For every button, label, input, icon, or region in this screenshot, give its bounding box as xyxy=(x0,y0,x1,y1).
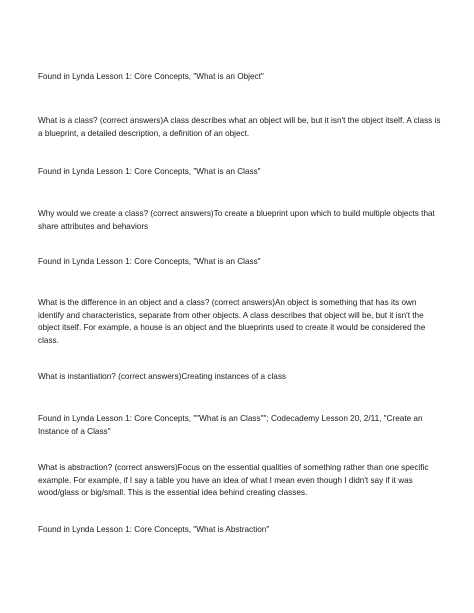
question-answer: What is abstraction? (correct answers)Focus on the essential qualities of something rather than one specific example. For example, if I say a table you have an idea of what I mean even though I didn't say if it was wood/glass or big/small. This is the essential idea behind creating classes. xyxy=(38,463,429,498)
question-answer: What is a class? (correct answers)A class describes what an object will be, but it isn't the object itself. A class is a blueprint, a detailed description, a definition of an object. xyxy=(38,116,441,138)
question-answer: What is instantiation? (correct answers)Creating instances of a class xyxy=(38,372,287,381)
source-citation: Found in Lynda Lesson 1: Core Concepts, "What is an Class" xyxy=(38,257,261,266)
source-citation: Found in Lynda Lesson 1: Core Concepts, "What is an Object" xyxy=(38,72,264,81)
source-citation: Found in Lynda Lesson 1: Core Concepts, ""What is an Class""; Codecademy Lesson 20, 2/11, "Create an Instance of a Class" xyxy=(38,414,423,436)
question-answer: What is the difference in an object and a class? (correct answers)An object is something that has its own identify and characteristics, separate from other objects. A class describes that object will be, but it isn't the object itself. For example, a house is an object and the blueprints used to create it would be considered the class. xyxy=(38,298,426,345)
question-answer: Why would we create a class? (correct answers)To create a blueprint upon which to build multiple objects that share attributes and behaviors xyxy=(38,209,435,231)
source-citation: Found in Lynda Lesson 1: Core Concepts, "What is Abstraction" xyxy=(38,525,270,534)
source-citation: Found in Lynda Lesson 1: Core Concepts, "What is an Class" xyxy=(38,167,261,176)
